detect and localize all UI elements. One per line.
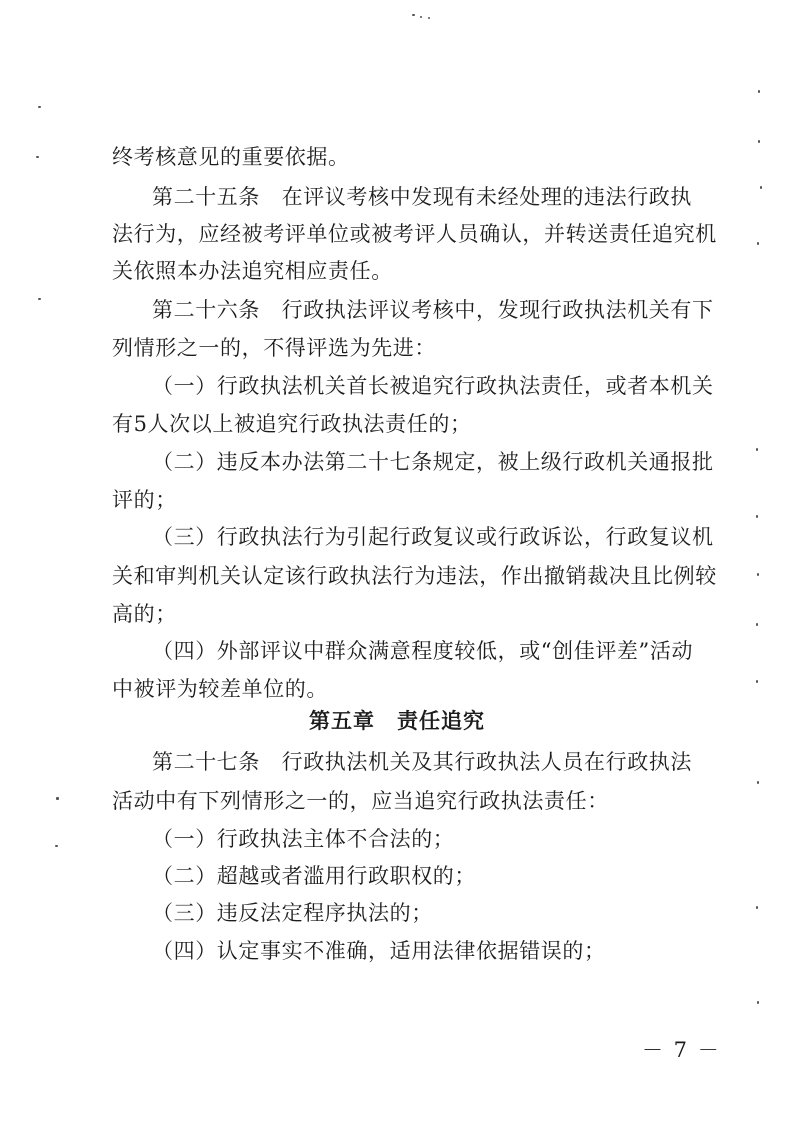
scan-speck	[757, 781, 759, 784]
scan-speck	[420, 16, 422, 18]
scan-speck	[756, 680, 758, 683]
text-line: 法行为，应经被考评单位或被考评人员确认，并转送责任追究机	[112, 222, 717, 246]
scan-speck	[757, 573, 759, 576]
scan-speck	[757, 242, 759, 245]
scan-speck	[756, 448, 758, 451]
text-line: 活动中有下列情形之一的，应当追究行政执法责任：	[112, 789, 609, 813]
scan-speck	[757, 1001, 759, 1004]
article-25-start: 第二十五条 在评议考核中发现有未经处理的违法行政执	[152, 185, 692, 209]
list-item: （三）行政执法行为引起行政复议或行政诉讼，行政复议机	[152, 525, 714, 549]
scan-speck	[38, 298, 41, 300]
article-27-start: 第二十七条 行政执法机关及其行政执法人员在行政执法	[152, 750, 692, 774]
text-line: 有5人次以上被追究行政执法责任的；	[112, 412, 472, 436]
scan-speck	[55, 845, 58, 847]
scan-speck	[758, 90, 760, 93]
list-item: （二）超越或者滥用行政职权的；	[152, 864, 476, 888]
scan-speck	[756, 906, 758, 909]
list-item: （一）行政执法主体不合法的；	[152, 827, 455, 851]
text-line: 列情形之一的，不得评选为先进：	[112, 336, 436, 360]
text-line: 关依照本办法追究相应责任。	[112, 259, 393, 283]
list-item: （三）违反法定程序执法的；	[152, 901, 433, 925]
text-line: 中被评为较差单位的。	[112, 677, 328, 701]
list-item: （四）外部评议中群众满意程度较低，或“创佳评差”活动	[152, 639, 694, 663]
list-item: （一）行政执法机关首长被追究行政执法责任，或者本机关	[152, 374, 714, 398]
scan-speck	[758, 140, 760, 143]
text-line: 高的；	[112, 602, 177, 626]
chapter-heading: 第五章 责任追究	[309, 709, 485, 733]
scan-speck	[56, 797, 59, 800]
article-26-start: 第二十六条 行政执法评议考核中，发现行政执法机关有下	[152, 298, 714, 322]
list-item: （四）认定事实不准确，适用法律依据错误的；	[152, 939, 606, 963]
page-number: － 7 －	[642, 1038, 721, 1062]
scan-speck	[36, 156, 39, 158]
scan-speck	[428, 17, 430, 19]
text-line: 终考核意见的重要依据。	[112, 145, 350, 169]
scan-speck	[412, 14, 415, 16]
list-item: （二）违反本办法第二十七条规定，被上级行政机关通报批	[152, 450, 714, 474]
scan-speck	[756, 515, 758, 518]
text-line: 关和审判机关认定该行政执法行为违法，作出撤销裁决且比例较	[112, 564, 717, 588]
scan-speck	[38, 106, 41, 108]
scan-speck	[756, 623, 758, 626]
text-line: 评的；	[112, 488, 177, 512]
scan-speck	[760, 186, 762, 189]
